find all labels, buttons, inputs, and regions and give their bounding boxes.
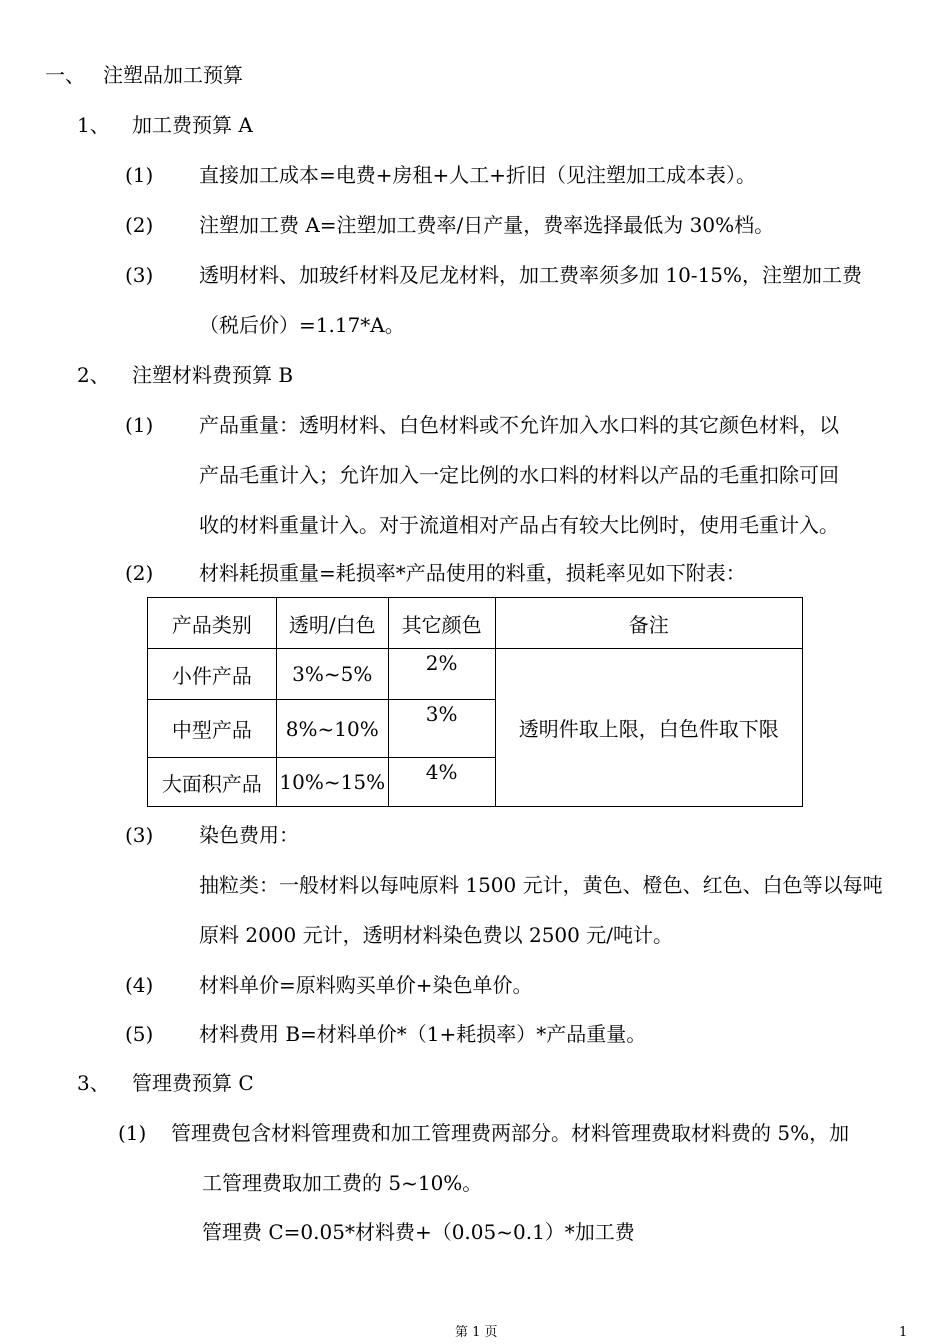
list-item-continuation: （税后价）=1.17*A。 <box>199 313 405 337</box>
section-title: 注塑品加工预算 <box>103 63 243 87</box>
table-cell: 中型产品 <box>148 700 277 758</box>
table-cell: 8%~10% <box>276 700 388 758</box>
list-item: (1) 直接加工成本=电费+房租+人工+折旧（见注塑加工成本表）。 <box>125 163 757 187</box>
table-header-cell: 透明/白色 <box>276 598 388 649</box>
list-item: (2) 材料耗损重量=耗损率*产品使用的料重，损耗率见如下附表： <box>125 561 746 585</box>
table-cell: 小件产品 <box>148 649 277 700</box>
table-cell: 3% <box>388 700 495 758</box>
list-item: (3) 染色费用： <box>125 823 299 847</box>
list-item-continuation: 收的材料重量计入。对于流道相对产品占有较大比例时，使用毛重计入。 <box>199 513 839 537</box>
subsection-heading: 2、 注塑材料费预算 B <box>77 363 294 387</box>
loss-rate-table <box>147 597 803 807</box>
section-heading <box>45 60 243 90</box>
page-footer-label: 第 1 页 <box>455 1325 498 1340</box>
section-number: 一、 <box>45 63 85 87</box>
table-cell: 10%~15% <box>276 758 388 807</box>
table-cell: 大面积产品 <box>148 758 277 807</box>
list-item: (4) 材料单价=原料购买单价+染色单价。 <box>125 973 533 997</box>
list-item-continuation: 抽粒类：一般材料以每吨原料 1500 元计，黄色、橙色、红色、白色等以每吨 <box>199 873 883 897</box>
page-number: 1 <box>899 1325 908 1340</box>
list-item: (1) 管理费包含材料管理费和加工管理费两部分。材料管理费取材料费的 5%，加 <box>118 1121 850 1145</box>
subsection-heading: 3、 管理费预算 C <box>77 1071 254 1095</box>
table-remark-cell: 透明件取上限，白色件取下限 <box>495 649 802 807</box>
table-header-cell: 备注 <box>495 598 802 649</box>
table-cell: 3%~5% <box>276 649 388 700</box>
table-cell: 2% <box>388 649 495 700</box>
table-row <box>148 649 803 700</box>
formula: 管理费 C=0.05*材料费+（0.05~0.1）*加工费 <box>202 1220 635 1244</box>
table-header-cell: 其它颜色 <box>388 598 495 649</box>
list-item: (1) 产品重量：透明材料、白色材料或不允许加入水口料的其它颜色材料，以 <box>125 413 839 437</box>
list-item-continuation: 工管理费取加工费的 5~10%。 <box>202 1171 483 1195</box>
list-item-continuation: 产品毛重计入；允许加入一定比例的水口料的材料以产品的毛重扣除可回 <box>199 463 839 487</box>
list-item: (2) 注塑加工费 A=注塑加工费率/日产量，费率选择最低为 30%档。 <box>125 213 775 237</box>
table-header-row <box>148 598 803 649</box>
list-item: (5) 材料费用 B=材料单价*（1+耗损率）*产品重量。 <box>125 1022 647 1046</box>
list-item: (3) 透明材料、加玻纤材料及尼龙材料，加工费率须多加 10-15%，注塑加工费 <box>125 263 863 287</box>
table-header-cell: 产品类别 <box>148 598 277 649</box>
table-cell: 4% <box>388 758 495 807</box>
subsection-heading: 1、 加工费预算 A <box>77 113 253 137</box>
list-item-continuation: 原料 2000 元计，透明材料染色费以 2500 元/吨计。 <box>199 923 673 947</box>
